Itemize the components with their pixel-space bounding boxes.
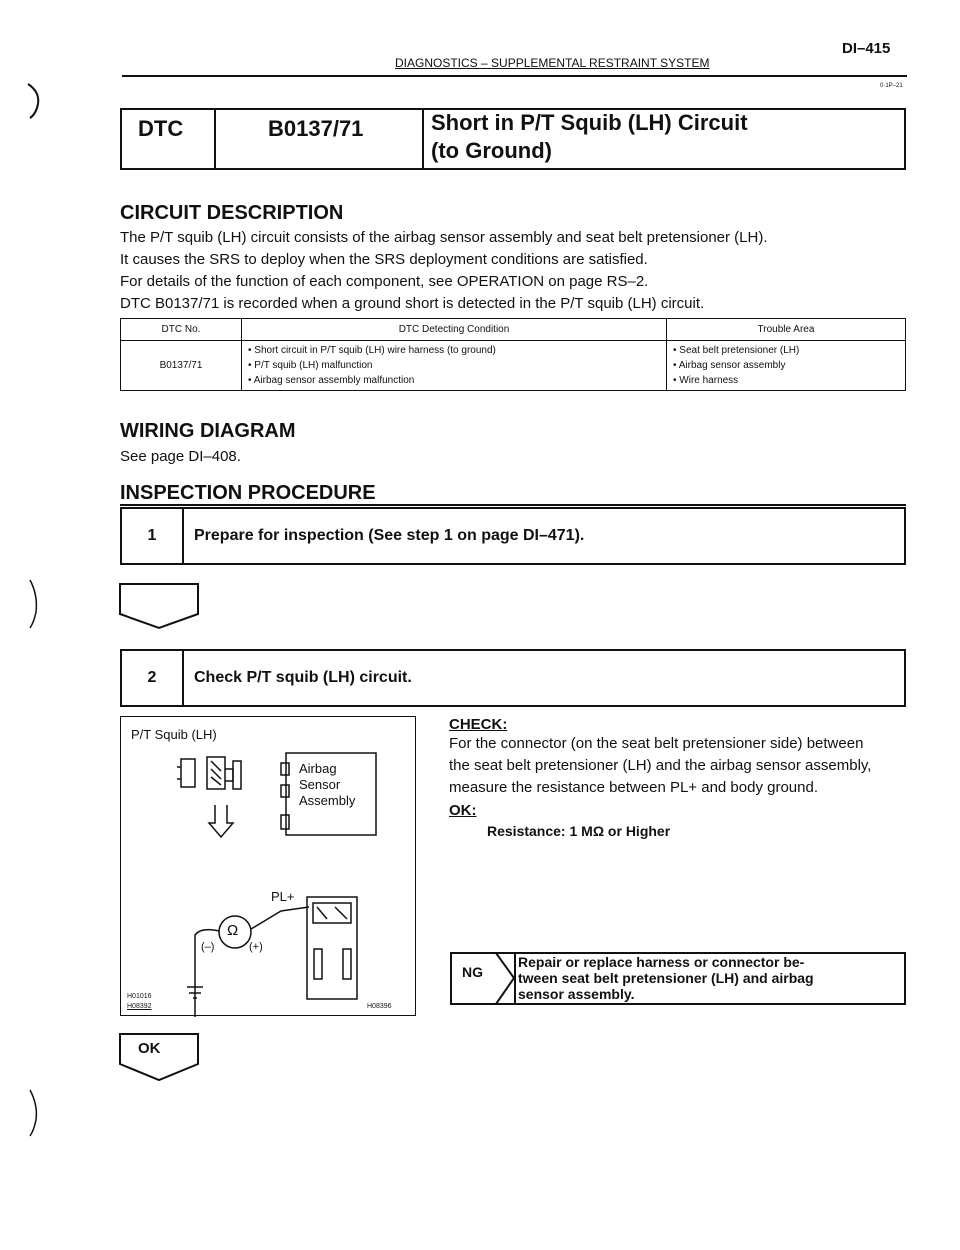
wiring-diagram-ref: See page DI–408. (120, 448, 241, 465)
wiring-diagram-heading: WIRING DIAGRAM (120, 420, 296, 442)
diagram-figure (121, 717, 417, 1017)
ohm-symbol: Ω (227, 922, 239, 939)
airbag-label-line: Sensor (299, 777, 341, 792)
check-body (449, 733, 909, 799)
dtc-label: DTC (138, 116, 184, 141)
binder-marks (0, 0, 120, 1250)
ng-line: tween seat belt pretensioner (LH) and airbag (518, 970, 814, 986)
table-header-dtc-no: DTC No. (121, 319, 242, 341)
next-arrow-icon (118, 582, 202, 632)
doc-code: 0·1P–21 (880, 83, 903, 89)
airbag-label-line: Assembly (299, 793, 356, 808)
condition-item: • P/T squib (LH) malfunction (248, 360, 373, 371)
ng-line: sensor assembly. (518, 986, 635, 1002)
ok-value: Resistance: 1 MΩ or Higher (487, 823, 671, 839)
check-line: measure the resistance between PL+ and body ground. (449, 779, 818, 796)
condition-item: • Short circuit in P/T squib (LH) wire harness (to ground) (248, 345, 496, 356)
table-cell-conditions (242, 341, 667, 391)
circuit-description-body (120, 227, 920, 315)
dtc-title-line2: (to Ground) (431, 138, 552, 163)
inspection-heading: INSPECTION PROCEDURE (120, 482, 376, 504)
table-cell-dtc: B0137/71 (121, 341, 242, 391)
circuit-description-heading: CIRCUIT DESCRIPTION (120, 202, 344, 224)
step-1-number: 1 (122, 509, 184, 563)
condition-item: • Airbag sensor assembly malfunction (248, 375, 415, 386)
table-header-condition: DTC Detecting Condition (242, 319, 667, 341)
dtc-code: B0137/71 (268, 116, 364, 141)
ng-line: Repair or replace harness or connector be- (518, 954, 805, 970)
check-line: For the connector (on the seat belt pretensioner side) between (449, 735, 864, 752)
ok-label: OK (138, 1040, 161, 1057)
diagram-code-left1: H01016 (127, 993, 152, 1000)
step-1-text: Prepare for inspection (See step 1 on page DI–471). (194, 527, 585, 544)
airbag-sensor-label (299, 761, 355, 809)
check-heading: CHECK: (449, 716, 508, 733)
ng-divider (514, 954, 516, 1004)
step-1-box (120, 507, 906, 565)
dtc-trouble-table (120, 318, 906, 391)
step-2-number: 2 (122, 651, 184, 705)
plus-label: (+) (249, 941, 263, 953)
header-rule (122, 75, 907, 77)
section-header: DIAGNOSTICS – SUPPLEMENTAL RESTRAINT SYSTEM (395, 56, 710, 70)
squib-diagram (120, 716, 416, 1016)
table-header-trouble-area: Trouble Area (667, 319, 906, 341)
circuit-description-line: DTC B0137/71 is recorded when a ground short is detected in the P/T squib (LH) circuit. (120, 295, 705, 312)
area-item: • Wire harness (673, 375, 739, 386)
circuit-description-line: It causes the SRS to deploy when the SRS deployment conditions are satisfied. (120, 251, 648, 268)
check-line: the seat belt pretensioner (LH) and the airbag sensor assembly, (449, 757, 872, 774)
page-number: DI–415 (842, 40, 891, 57)
airbag-label-line: Airbag (299, 761, 337, 776)
pl-plus-label: PL+ (271, 889, 295, 904)
minus-label: (–) (201, 941, 215, 953)
ok-heading: OK: (449, 802, 477, 819)
step-2-box (120, 649, 906, 707)
dtc-title-line1: Short in P/T Squib (LH) Circuit (431, 110, 748, 135)
ng-label: NG (462, 964, 483, 980)
area-item: • Airbag sensor assembly (673, 360, 786, 371)
area-item: • Seat belt pretensioner (LH) (673, 345, 800, 356)
inspection-rule (120, 504, 906, 506)
diagram-title: P/T Squib (LH) (131, 727, 217, 742)
table-row (121, 341, 906, 391)
table-cell-areas (667, 341, 906, 391)
circuit-description-line: The P/T squib (LH) circuit consists of the airbag sensor assembly and seat belt pretensioner (LH). (120, 229, 768, 246)
diagram-code-left2: H08392 (127, 1003, 152, 1010)
circuit-description-line: For details of the function of each component, see OPERATION on page RS–2. (120, 273, 649, 290)
ng-instructions (518, 954, 898, 1002)
step-2-text: Check P/T squib (LH) circuit. (194, 669, 412, 686)
diagram-code-right: H08396 (367, 1003, 392, 1010)
